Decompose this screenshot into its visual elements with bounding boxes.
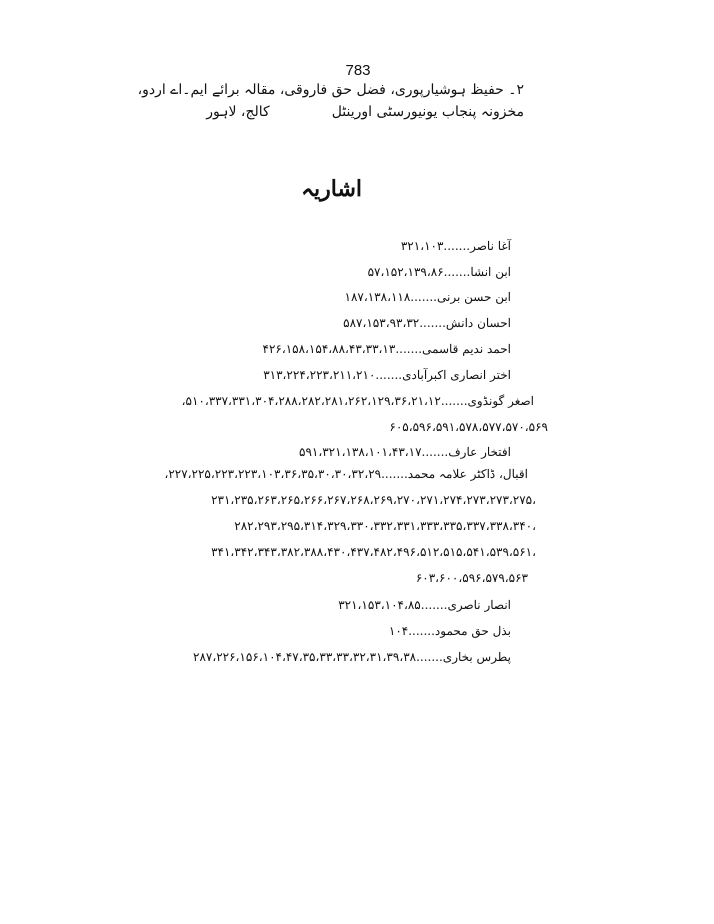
index-entry: احسان دانش.......۵۸۷،۱۵۳،۹۳،۳۲ [343,316,511,330]
index-entry: ابن انشا.......۵۷،۱۵۲،۱۳۹،۸۶ [367,265,511,279]
index-entry: اقبال، ڈاکٹر علامہ محمد.......۲۲۷،۲۲۵،۲۲۳،۲۲۳،۱۰۳،۳۶،۳۵،۳۰،۳۰،۳۲،۲۹، [164,467,528,481]
reference-line-2 [206,104,524,120]
index-entry: آغا ناصر.......۳۲۱،۱۰۳ [400,239,511,253]
index-title: اشاریہ [301,176,362,202]
index-entry: بذل حق محمود.......۱۰۴ [388,624,511,638]
index-entry: اختر انصاری اکبرآبادی.......۳۱۳،۲۲۴،۲۲۳،۲۱۱،۲۱۰ [263,368,511,382]
index-entry-continuation: ۲۳۱،۲۳۵،۲۶۳،۲۶۵،۲۶۶،۲۶۷،۲۶۸،۲۶۹،۲۷۰،۲۷۱،۲۷۴،۲۷۳،۲۷۳،۲۷۵، [211,493,536,507]
index-entry: ابن حسن برنی.......۱۸۷،۱۳۸،۱۱۸ [344,290,511,304]
index-entry-continuation: ۶۰۵،۵۹۶،۵۹۱،۵۷۸،۵۷۷،۵۷۰،۵۶۹ [389,420,548,434]
reference-line-1: ۲۔ حفیظ ہوشیارپوری، فضل حق فاروقی، مقالہ برائے ایم۔اے اردو، [137,82,524,98]
index-entry: افتخار عارف.......۵۹۱،۳۲۱،۱۳۸،۱۰۱،۴۳،۱۷ [299,445,511,459]
index-entry-continuation: ۶۰۳،۶۰۰،۵۹۶،۵۷۹،۵۶۳ [415,571,528,585]
index-entry: انصار ناصری.......۳۲۱،۱۵۳،۱۰۴،۸۵ [338,598,511,612]
index-entry: احمد ندیم قاسمی.......۴۲۶،۱۵۸،۱۵۴،۸۸،۴۳،۳۳،۱۳ [262,342,511,356]
index-entry-continuation: ۲۸۲،۲۹۳،۲۹۵،۳۱۴،۳۲۹،۳۳۰،۳۳۲،۳۳۱،۳۳۳،۳۳۵،۳۳۷،۳۳۸،۳۴۰، [234,519,536,533]
reference-line-2a: مخزونہ پنجاب یونیورسٹی اورینٹل [331,104,524,120]
page-number: 783 [345,62,371,79]
index-entry: پطرس بخاری.......۲۸۷،۲۲۶،۱۵۶،۱۰۴،۴۷،۳۵،۳۳،۳۳،۳۲،۳۱،۳۹،۳۸ [193,650,511,664]
reference-line-2b: کالج، لاہور [206,104,270,120]
index-entry: اصغر گونڈوی.......۵۱۰،۳۳۷،۳۳۱،۳۰۴،۲۸۸،۲۸۲،۲۸۱،۲۶۲،۱۲۹،۳۶،۲۱،۱۲، [181,394,534,408]
index-entry-continuation: ۳۴۱،۳۴۲،۳۴۳،۳۸۲،۳۸۸،۴۳۰،۴۳۷،۴۸۲،۴۹۶،۵۱۲،۵۱۵،۵۴۱،۵۳۹،۵۶۱، [211,545,536,559]
